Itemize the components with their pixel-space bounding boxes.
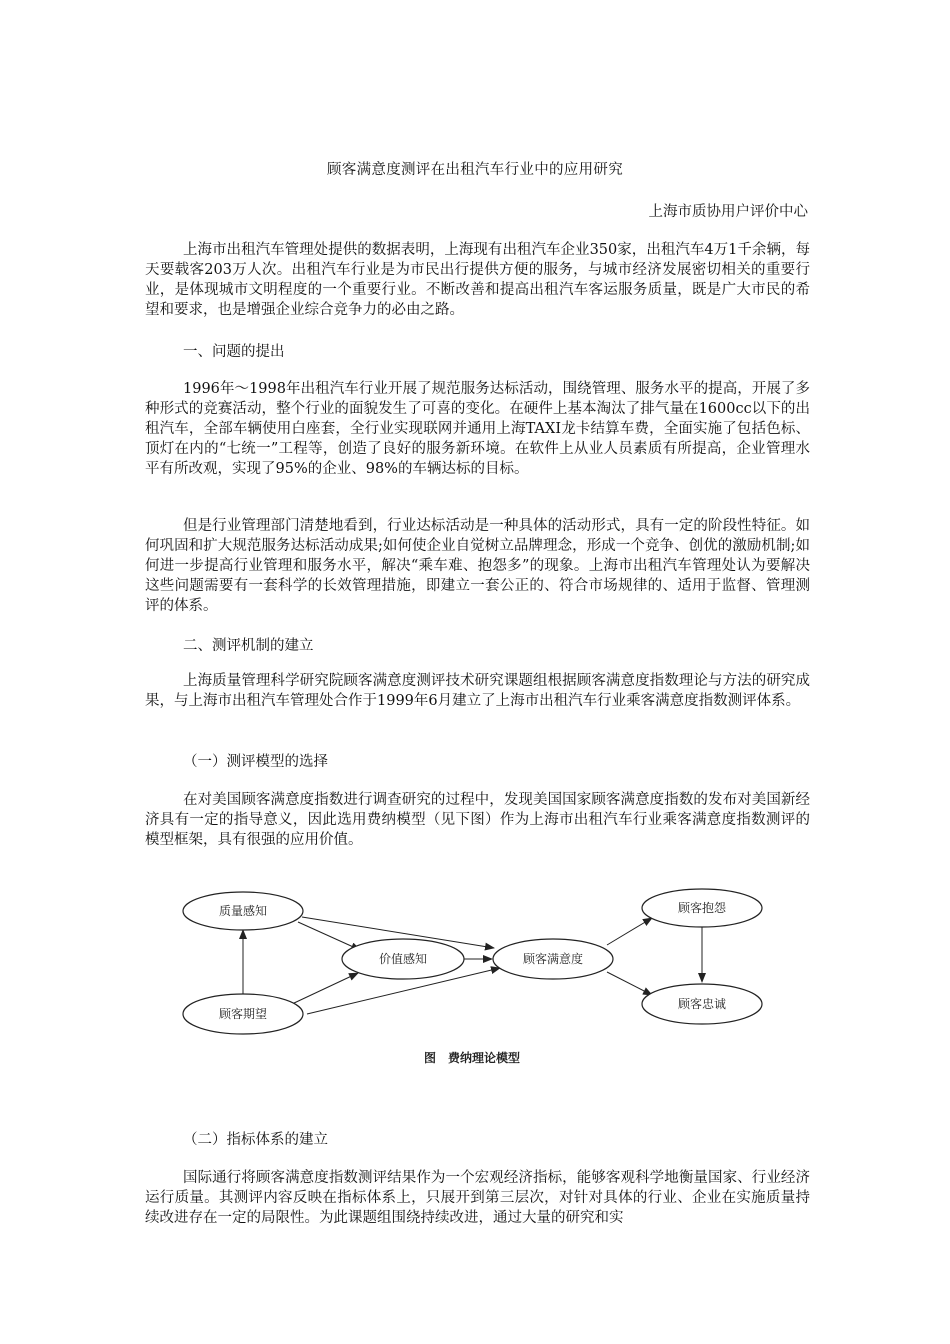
intro-paragraph: 上海市出租汽车管理处提供的数据表明，上海现有出租汽车企业350家，出租汽车4万1千余辆，每天要载客203万人次。出租汽车行业是为市民出行提供方便的服务，与城市经济发展密切相关的重要行业，是体现城市文明程度的一个重要行业。不断改善和提高出租汽车客运服务质量，既是广大市民的希望和要求，也是增强企业综合竞争力的必由之路。 [145,242,810,318]
arrow-expectation-to-value [292,973,358,1004]
arrow-satisfaction-to-complaint [607,918,652,945]
paragraph-2: 但是行业管理部门清楚地看到，行业达标活动是一种具体的活动形式，具有一定的阶段性特征。如何巩固和扩大规范服务达标活动成果;如何使企业自觉树立品牌理念，形成一个竞争、创优的激励机制;如何进一步提高行业管理和服务水平，解决“乘车难、抱怨多”的现象。上海市出租汽车管理处认为要解决这些问题需要有一套科学的长效管理措施，即建立一套公正的、符合市场规律的、适用于监督、管理测评的体系。 [145,518,810,614]
node-value-perception-label: 价值感知 [378,952,428,966]
node-customer-expectation-label: 顾客期望 [218,1007,268,1021]
section-heading-1: 一、问题的提出 [183,344,285,360]
node-customer-complaint-label: 顾客抱怨 [677,901,727,915]
fornell-model-diagram [176,880,776,1080]
paragraph-5: 国际通行将顾客满意度指数测评结果作为一个宏观经济指标，能够客观科学地衡量国家、行业经济运行质量。其测评内容反映在指标体系上，只展开到第三层次，对针对具体的行业、企业在实施质量持续改进存在一定的局限性。为此课题组围绕持续改进，通过大量的研究和实 [145,1170,810,1226]
paragraph-1: 1996年～1998年出租汽车行业开展了规范服务达标活动，围绕管理、服务水平的提高，开展了多种形式的竞赛活动，整个行业的面貌发生了可喜的变化。在硬件上基本淘汰了排气量在1600cc以下的出租汽车，全部车辆使用白座套，全行业实现联网并通用上海TAXI龙卡结算车费，全面实施了包括色标、顶灯在内的“七统一”工程等，创造了良好的服务新环境。在软件上从业人员素质有所提高，企业管理水平有所改观，实现了95%的企业、98%的车辆达标的目标。 [145,381,810,477]
document-title: 顾客满意度测评在出租汽车行业中的应用研究 [327,162,623,178]
subsection-heading-1: （一）测评模型的选择 [183,754,328,770]
subsection-heading-2: （二）指标体系的建立 [183,1132,328,1148]
node-quality-perception-label: 质量感知 [218,904,268,918]
section-heading-2: 二、测评机制的建立 [183,638,314,654]
node-customer-satisfaction-label: 顾客满意度 [522,952,584,966]
diagram-caption: 图 费纳理论模型 [423,1051,521,1065]
node-customer-loyalty-label: 顾客忠诚 [677,997,727,1011]
author-organization: 上海市质协用户评价中心 [648,204,808,220]
paragraph-4: 在对美国顾客满意度指数进行调查研究的过程中，发现美国国家顾客满意度指数的发布对美国新经济具有一定的指导意义，因此选用费纳模型（见下图）作为上海市出租汽车行业乘客满意度指数测评的模型框架，具有很强的应用价值。 [145,792,810,848]
paragraph-3: 上海质量管理科学研究院顾客满意度测评技术研究课题组根据顾客满意度指数理论与方法的研究成果，与上海市出租汽车管理处合作于1999年6月建立了上海市出租汽车行业乘客满意度指数测评体系。 [145,673,810,709]
arrow-satisfaction-to-loyalty [607,972,652,995]
arrow-quality-to-value [298,922,360,950]
